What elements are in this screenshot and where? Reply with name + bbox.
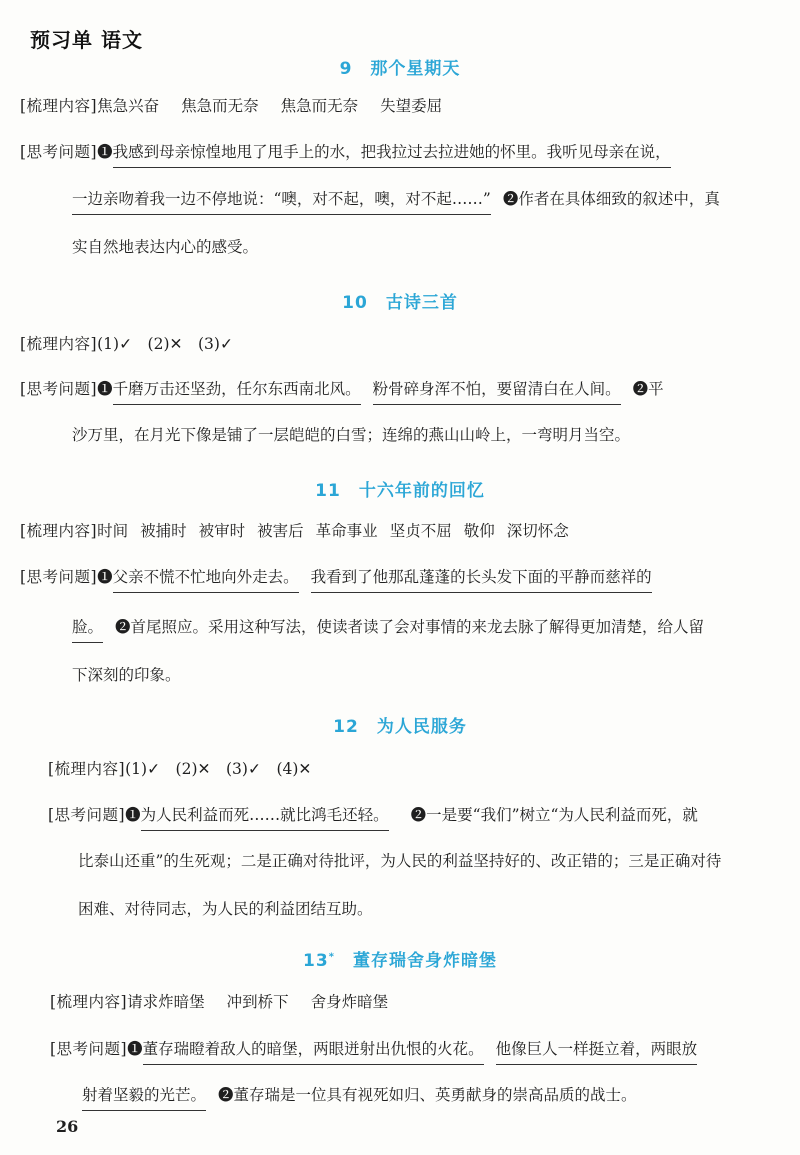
review-content-9 (20, 99, 442, 115)
section-number: 9 (339, 59, 353, 79)
section-title-text: 董存瑞舍身炸暗堡 (352, 951, 497, 971)
question-10-line-1 (20, 382, 664, 398)
review-content-12 (48, 762, 311, 778)
review-item: 被审时 (198, 522, 246, 540)
answer-marker-2: ❷ (218, 1086, 234, 1104)
question-13-line-1 (50, 1042, 697, 1058)
answer-marker-2: ❷ (632, 380, 649, 398)
question-10-line-2: 沙万里，在月光下像是铺了一层皑皑的白雪；连绵的燕山山岭上，一弯明月当空。 (72, 426, 631, 444)
review-answers: (1)✓ (2)✕ (3)✓ (97, 335, 233, 353)
section-title-13 (0, 946, 800, 971)
answer-marker-1: ❶ (97, 380, 113, 398)
answer-marker-2: ❷ (115, 618, 131, 636)
question-11-line-3: 下深刻的印象。 (72, 666, 181, 684)
review-item: 深切怀念 (506, 522, 569, 540)
underlined-quote: 我感到母亲惊惶地甩了甩手上的水，把我拉过去拉进她的怀里。我听见母亲在说， (113, 143, 671, 168)
review-item: 焦急而无奈 (280, 97, 359, 115)
section-number: 12 (333, 717, 359, 737)
review-item: 坚贞不屈 (389, 522, 452, 540)
review-tag: [梳理内容] (20, 335, 98, 353)
underlined-quote: 他像巨人一样挺立着，两眼放 (496, 1040, 698, 1065)
section-title-text: 那个星期天 (370, 59, 461, 79)
underlined-quote: 父亲不慌不忙地向外走去。 (113, 568, 299, 593)
answer-marker-2: ❷ (410, 806, 427, 824)
page-header: 预习单 语文 (30, 28, 143, 52)
section-title-text: 十六年前的回忆 (358, 481, 485, 501)
question-tag: [思考问题] (20, 568, 98, 586)
review-tag: [梳理内容] (20, 97, 98, 115)
section-number: 13* (303, 951, 335, 971)
review-tag: [梳理内容] (20, 522, 98, 540)
question-11-line-1 (20, 570, 652, 586)
question-tag: [思考问题] (50, 1040, 128, 1058)
section-title-10 (0, 288, 800, 313)
question-12-line-1 (48, 808, 698, 824)
underlined-quote: 我看到了他那乱蓬蓬的长头发下面的平静而慈祥的 (311, 568, 652, 593)
review-item: 敬仰 (463, 522, 495, 540)
underlined-quote: 千磨万击还坚劲，任尔东西南北风。 (113, 380, 361, 405)
question-tag: [思考问题] (48, 806, 126, 824)
review-tag: [梳理内容] (48, 760, 126, 778)
section-number: 10 (342, 293, 368, 313)
underlined-quote: 粉骨碎身浑不怕，要留清白在人间。 (373, 380, 621, 405)
question-9-line-3: 实自然地表达内心的感受。 (72, 238, 259, 256)
review-item: 请求炸暗堡 (127, 993, 205, 1011)
question-12-line-3: 困难、对待同志，为人民的利益团结互助。 (78, 900, 373, 918)
page-number: 26 (56, 1117, 79, 1136)
underlined-quote: 射着坚毅的光芒。 (82, 1086, 206, 1111)
optional-mark: * (328, 951, 335, 963)
underlined-quote: 脸。 (72, 618, 103, 643)
review-content-10 (20, 337, 233, 353)
question-11-line-2 (72, 620, 704, 636)
underlined-quote: 一边亲吻着我一边不停地说：“噢，对不起，噢，对不起……” (72, 190, 491, 215)
review-item: 被捕时 (140, 522, 187, 540)
review-item: 时间 (97, 522, 129, 540)
review-item: 焦急而无奈 (181, 97, 259, 115)
section-title-text: 古诗三首 (385, 293, 458, 313)
section-title-11 (0, 476, 800, 501)
section-title-12 (0, 712, 800, 737)
answer-marker-2: ❷ (502, 190, 519, 208)
question-9-line-2 (72, 192, 720, 208)
review-answers: (1)✓ (2)✕ (3)✓ (4)✕ (125, 760, 312, 778)
review-item: 焦急兴奋 (97, 97, 160, 115)
question-tag: [思考问题] (20, 380, 98, 398)
review-content-13 (50, 995, 388, 1011)
underlined-quote: 为人民利益而死……就比鸿毛还轻。 (141, 806, 389, 831)
section-title-text: 为人民服务 (376, 717, 467, 737)
answer-marker-1: ❶ (97, 143, 113, 161)
answer-marker-1: ❶ (97, 568, 113, 586)
question-tag: [思考问题] (20, 143, 98, 161)
answer-marker-1: ❶ (125, 806, 141, 824)
section-number: 11 (315, 481, 341, 501)
review-item: 冲到桥下 (226, 993, 289, 1011)
underlined-quote: 董存瑞瞪着敌人的暗堡，两眼迸射出仇恨的火花。 (143, 1040, 484, 1065)
question-13-line-2 (82, 1088, 637, 1104)
answer-text: 董存瑞是一位具有视死如归、英勇献身的崇高品质的战士。 (233, 1086, 637, 1104)
answer-text: 首尾照应。采用这种写法，使读者读了会对事情的来龙去脉了解得更加清楚，给人留 (130, 618, 705, 636)
answer-marker-1: ❶ (127, 1040, 143, 1058)
answer-text: 作者在具体细致的叙述中，真 (518, 190, 720, 208)
review-content-11 (20, 524, 569, 540)
answer-text: 平 (648, 380, 664, 398)
review-item: 被害后 (257, 522, 304, 540)
review-item: 舍身炸暗堡 (310, 993, 389, 1011)
review-tag: [梳理内容] (50, 993, 128, 1011)
review-item: 失望委屈 (380, 97, 443, 115)
question-9-line-1 (20, 145, 671, 161)
answer-text: 一是要“我们”树立“为人民利益而死，就 (426, 806, 698, 824)
question-12-line-2: 比泰山还重”的生死观；二是正确对待批评，为人民的利益坚持好的、改正错的；三是正确对待 (78, 852, 722, 870)
section-title-9 (0, 54, 800, 79)
review-item: 革命事业 (315, 522, 378, 540)
